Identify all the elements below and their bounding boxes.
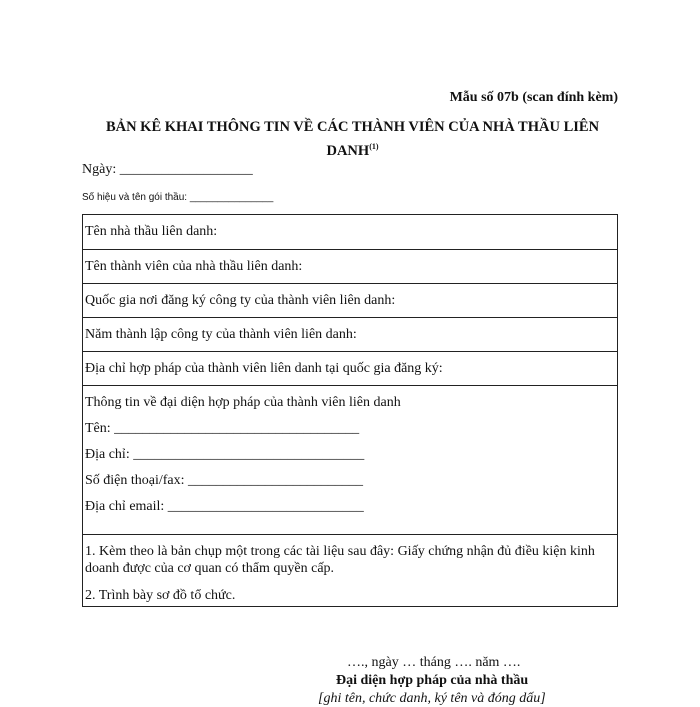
table-row-joint-venture-name [83, 215, 617, 250]
row-label: Tên thành viên của nhà thầu liên danh: [85, 258, 303, 274]
representative-phone-line: Số điện thoại/fax: _________________________ [85, 473, 364, 488]
document-title [80, 118, 625, 161]
representative-heading: Thông tin về đại diện hợp pháp của thành viên liên danh [85, 395, 401, 410]
row-label: Quốc gia nơi đăng ký công ty của thành viên liên danh: [85, 292, 396, 308]
table-row-attachments [83, 535, 617, 606]
package-field-line: Số hiệu và tên gói thầu: _______________ [82, 192, 274, 203]
row-label: Địa chỉ hợp pháp của thành viên liên danh tại quốc gia đăng ký: [85, 360, 443, 376]
signatory-title: Đại diện hợp pháp của nhà thầu [336, 673, 529, 688]
joint-venture-info-table [82, 214, 618, 607]
table-row-registration-country [83, 284, 617, 318]
table-row-legal-address [83, 352, 617, 386]
form-number: Mẫu số 07b (scan đính kèm) [449, 90, 618, 105]
date-place-line: …., ngày … tháng …. năm …. [347, 655, 521, 670]
row-label: Năm thành lập công ty của thành viên liên danh: [85, 326, 357, 342]
row-label: Tên nhà thầu liên danh: [85, 224, 218, 239]
title-footnote-marker: (1) [369, 142, 379, 151]
table-row-founding-year [83, 318, 617, 352]
attachment-item-1: 1. Kèm theo là bản chụp một trong các tài liệu sau đây: Giấy chứng nhận đủ điều kiện kinh doanh được của cơ quan có thẩm quyền cấp. [85, 544, 595, 576]
representative-email-line: Địa chỉ email: ____________________________ [85, 499, 364, 514]
date-field-line: Ngày: ___________________ [82, 162, 253, 177]
attachment-item-2: 2. Trình bày sơ đồ tổ chức. [85, 588, 236, 603]
table-row-member-name [83, 250, 617, 284]
representative-name-line: Tên: ___________________________________ [85, 421, 360, 436]
document-title-text: BẢN KÊ KHAI THÔNG TIN VỀ CÁC THÀNH VIÊN CỦA NHÀ THẦU LIÊN DANH [105, 119, 600, 159]
table-row-legal-representative [83, 386, 617, 535]
representative-address-line: Địa chỉ: _________________________________ [85, 447, 365, 462]
signatory-note: [ghi tên, chức danh, ký tên và đóng dấu] [318, 691, 546, 706]
